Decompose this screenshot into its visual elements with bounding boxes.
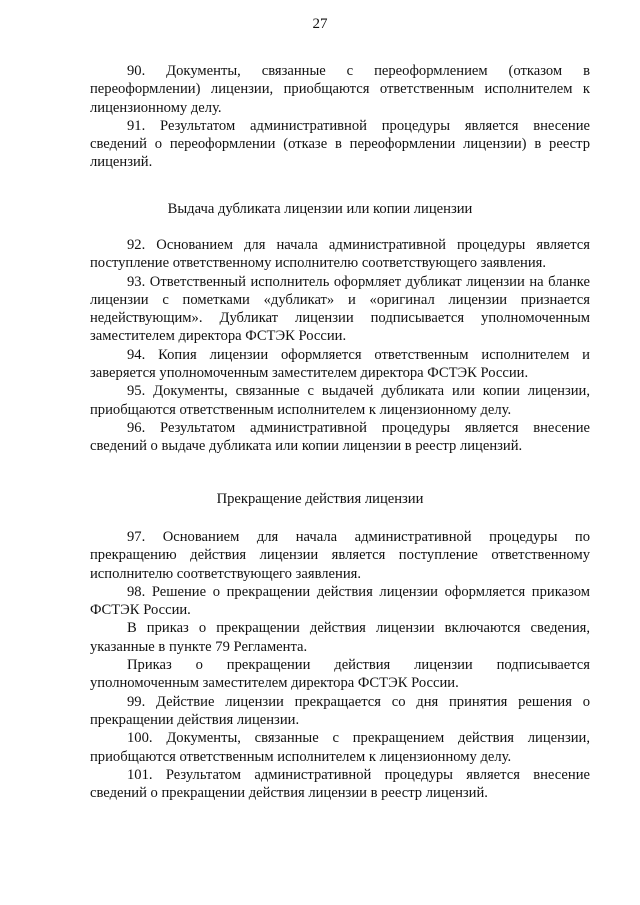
section-duplicate	[90, 236, 590, 456]
paragraph-95: 95. Документы, связанные с выдачей дубликата или копии лицензии, приобщаются ответственным исполнителем к лицензионному делу.	[90, 383, 590, 418]
paragraph-91: 91. Результатом административной процедуры является внесение сведений о переоформлении (отказе в переоформлении лицензии) в реестр лицензий.	[90, 117, 590, 171]
section-heading-duplicate: Выдача дубликата лицензии или копии лицензии	[167, 201, 473, 217]
paragraph-96: 96. Результатом административной процедуры является внесение сведений о выдаче дубликата или копии лицензии в реестр лицензий.	[90, 419, 590, 455]
paragraph-98: 98. Решение о прекращении действия лицензии оформляется приказом ФСТЭК России.	[90, 583, 590, 619]
paragraph-97: 97. Основанием для начала административной процедуры по прекращению действия лицензии является поступление ответственному исполнителю соответствующего заявления.	[90, 529, 590, 582]
paragraph-98-signature: Приказ о прекращении действия лицензии подписывается уполномоченным заместителем директора ФСТЭК России.	[90, 657, 590, 692]
paragraph-98-details: В приказ о прекращении действия лицензии включаются сведения, указанные в пункте 79 Регламента.	[90, 620, 590, 655]
paragraph-101: 101. Результатом административной процедуры является внесение сведений о прекращении действия лицензии в реестр лицензий.	[90, 766, 590, 802]
page-number: 27	[312, 16, 328, 32]
paragraph-92: 92. Основанием для начала административной процедуры является поступление ответственному исполнителю соответствующего заявления.	[90, 237, 590, 272]
section-reissue-end	[90, 62, 590, 172]
paragraph-99: 99. Действие лицензии прекращается со дня принятия решения о прекращении действия лицензии.	[90, 693, 590, 728]
paragraph-100: 100. Документы, связанные с прекращением действия лицензии, приобщаются ответственным исполнителем к лицензионному делу.	[90, 730, 590, 765]
paragraph-94: 94. Копия лицензии оформляется ответственным исполнителем и заверяется уполномоченным заместителем директора ФСТЭК России.	[90, 346, 590, 382]
paragraph-90: 90. Документы, связанные с переоформлением (отказом в переоформлении) лицензии, приобщаются ответственным исполнителем к лицензионному делу.	[90, 63, 590, 116]
paragraph-93: 93. Ответственный исполнитель оформляет дубликат лицензии на бланке лицензии с пометками «дубликат» и «оригинал лицензии признается недействующим». Дубликат лицензии подписывается уполномоченным заместителем директора ФСТЭК России.	[90, 273, 590, 345]
section-termination	[90, 528, 590, 802]
section-heading-termination: Прекращение действия лицензии	[216, 491, 424, 507]
